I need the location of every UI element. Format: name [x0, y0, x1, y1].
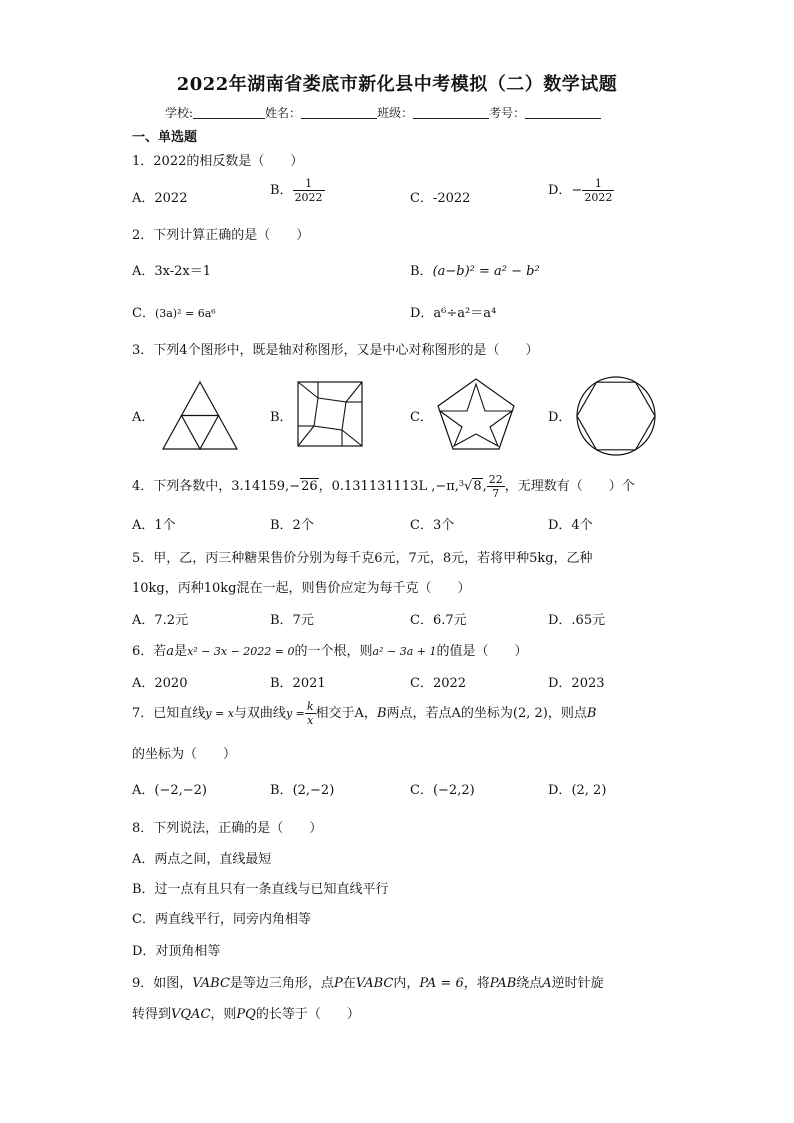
- class-blank: [413, 106, 489, 119]
- q2-stem: 2．下列计算正确的是（ ）: [132, 228, 310, 243]
- q7-stem-line1: 7．已知直线y = x与双曲线y = $\frac{k}{x}$ 相交于A，B两点，若点A的坐标为(2, 2)，则点B: [132, 700, 597, 727]
- q5-option-a: A．7.2元: [132, 613, 189, 628]
- q1-option-c: C．-2022: [410, 191, 471, 206]
- q8-stem: 8．下列说法，正确的是（ ）: [132, 821, 323, 836]
- q4-option-c: C．3个: [410, 518, 455, 533]
- q2-option-a: A．3x-2x＝1: [132, 264, 212, 279]
- q3-option-b: B．: [270, 410, 293, 425]
- exam-no-label: 考号：: [489, 106, 526, 120]
- q8-option-b: B．过一点有且只有一条直线与已知直线平行: [132, 882, 389, 897]
- class-label: 班级：: [377, 106, 414, 120]
- q7-option-a: A．(−2,−2): [132, 783, 207, 798]
- q7-option-c: C．(−2,2): [410, 783, 475, 798]
- q3-stem: 3．下列4个图形中，既是轴对称图形，又是中心对称图形的是（ ）: [132, 343, 539, 358]
- name-blank: [301, 106, 377, 119]
- q5-option-c: C．6.7元: [410, 613, 467, 628]
- q6-option-a: A．2020: [132, 676, 188, 691]
- q5-option-d: D．.65元: [548, 613, 606, 628]
- page-title: 2022年湖南省娄底市新化县中考模拟（二）数学试题: [176, 74, 618, 95]
- q6-option-d: D．2023: [548, 676, 605, 691]
- q3-option-c: C．: [410, 410, 433, 425]
- q4-option-d: D．4个: [548, 518, 593, 533]
- q1-option-b: B． $\frac{1}{2022}$: [270, 177, 323, 204]
- q3-option-d: D．: [548, 410, 572, 425]
- q3-figure-c-pentagon-star: [434, 376, 518, 452]
- q7-stem-line2: 的坐标为（ ）: [132, 747, 237, 762]
- q5-option-b: B．7元: [270, 613, 314, 628]
- q6-option-c: C．2022: [410, 676, 467, 691]
- q2-option-c: C．(3a)² = 6a⁶: [132, 306, 216, 321]
- school-blank: [193, 106, 265, 119]
- exam-no-blank: [525, 106, 601, 119]
- section-heading: 一、单选题: [132, 130, 198, 145]
- school-label: 学校:: [165, 106, 194, 120]
- q3-figure-d-circle-hexagon: [574, 374, 658, 458]
- q8-option-a: A．两点之间，直线最短: [132, 852, 272, 867]
- q6-option-b: B．2021: [270, 676, 326, 691]
- q1-option-d: D．− $\frac{1}{2022}$: [548, 177, 613, 204]
- q1-stem: 1．2022的相反数是（ ）: [132, 154, 304, 169]
- q8-option-d: D．对顶角相等: [132, 944, 221, 959]
- q2-option-b: B．(a−b)² = a² − b²: [410, 264, 540, 279]
- name-label: 姓名：: [265, 106, 302, 120]
- q6-stem: 6．若a是x² − 3x − 2022 = 0的一个根，则a² − 3a + 1的值是（ ）: [132, 644, 528, 659]
- q3-figure-a-triangle: [160, 380, 240, 452]
- q1-option-a: A．2022: [132, 191, 188, 206]
- q7-option-d: D．(2, 2): [548, 783, 607, 798]
- student-info-line: [165, 104, 601, 121]
- q5-stem-line2: 10kg，丙种10kg混在一起，则售价应定为每千克（ ）: [132, 581, 471, 596]
- q3-option-a: A．: [132, 410, 155, 425]
- q9-stem-line2: 转得到VQAC，则PQ的长等于（ ）: [132, 1007, 360, 1022]
- q4-stem: 4．下列各数中，3.14159,−26，0.131131113L ,−π,$^3$√8, $\frac{22}{7}$ ，无理数有（ ）个: [132, 473, 635, 500]
- q4-option-b: B．2个: [270, 518, 314, 533]
- q3-figure-b-square: [296, 380, 364, 448]
- q9-stem-line1: 9．如图，VABC是等边三角形，点P在VABC内，PA = 6，将PAB绕点A逆时针旋: [132, 976, 604, 991]
- q8-option-c: C．两直线平行，同旁内角相等: [132, 912, 311, 927]
- q4-option-a: A．1个: [132, 518, 176, 533]
- q7-option-b: B．(2,−2): [270, 783, 335, 798]
- q2-option-d: D．a⁶÷a²＝a⁴: [410, 306, 497, 321]
- q5-stem-line1: 5．甲，乙，丙三种糖果售价分别为每千克6元，7元，8元，若将甲种5kg，乙种: [132, 551, 593, 566]
